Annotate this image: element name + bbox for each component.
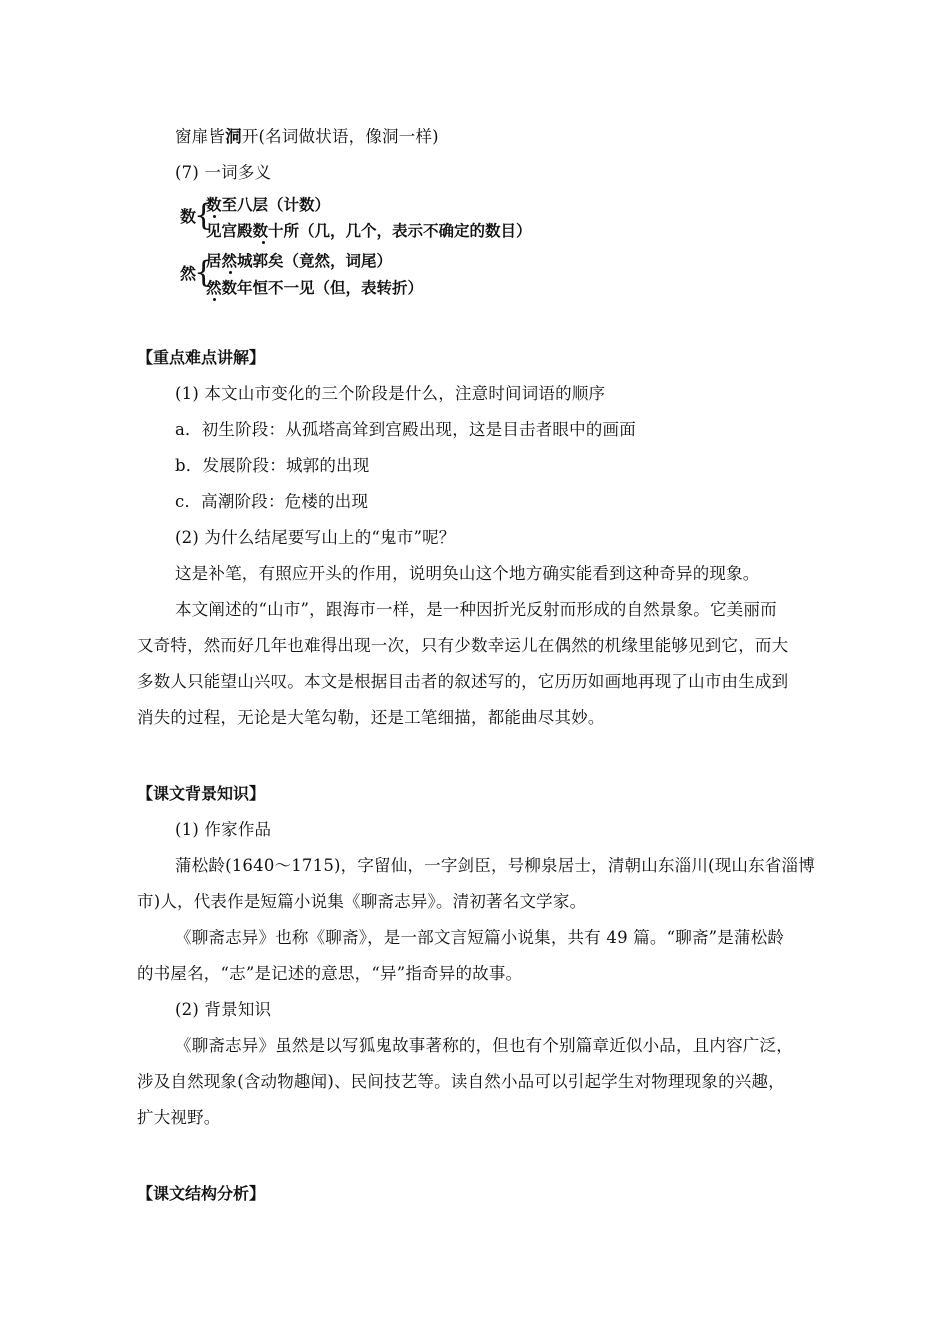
vocab-note-pre: 窗扉皆 xyxy=(175,127,226,146)
vocab-note-bold-word: 洞 xyxy=(225,127,242,146)
paragraph-line: 这是补笔，有照应开头的作用，说明奂山这个地方确实能看到这种奇异的现象。 xyxy=(175,564,760,583)
paragraph-line: a．初生阶段：从孤塔高耸到宫殿出现，这是目击者眼中的画面 xyxy=(175,420,636,439)
paragraph-line: (1) 作家作品 xyxy=(175,820,272,839)
brace-icon: { xyxy=(194,198,214,233)
paragraph-line: 本文阐述的“山市”，跟海市一样，是一种因折光反射而形成的自然景象。它美丽而 xyxy=(175,600,777,619)
paragraph-line: 扩大视野。 xyxy=(137,1108,221,1127)
vocab-note-post: 开(名词做状语，像洞一样) xyxy=(241,127,439,146)
polysemy-item: 然数年恒不一见（但，表转折） xyxy=(206,278,424,297)
polysemy-item: 居然城郭矣（竟然，词尾） xyxy=(206,251,393,270)
paragraph-line: 消失的过程，无论是大笔勾勒，还是工笔细描，都能曲尽其妙。 xyxy=(137,708,605,727)
emphasis-dot-icon xyxy=(229,271,232,274)
paragraph-line: (2) 为什么结尾要写山上的“鬼市”呢？ xyxy=(175,528,456,547)
paragraph-line: (2) 背景知识 xyxy=(175,1000,272,1019)
polysemy-item: 数至八层（计数） xyxy=(206,195,331,214)
polysemy-char-ran: 然 xyxy=(180,264,197,283)
section-heading: 【重点难点讲解】 xyxy=(137,348,266,367)
paragraph-line: 又奇特，然而好几年也难得出现一次，只有少数幸运儿在偶然的机缘里能够见到它，而大 xyxy=(137,636,789,655)
paragraph-line: 《聊斋志异》也称《聊斋》，是一部文言短篇小说集，共有 49 篇。“聊斋”是蒲松龄 xyxy=(175,928,785,947)
paragraph-line: c．高潮阶段：危楼的出现 xyxy=(175,492,369,511)
paragraph-line: 涉及自然现象(含动物趣闻)、民间技艺等。读自然小品可以引起学生对物理现象的兴趣， xyxy=(137,1072,785,1091)
emphasis-dot-icon xyxy=(213,298,216,301)
paragraph-line: 《聊斋志异》虽然是以写狐鬼故事著称的，但也有个别篇章近似小品，且内容广泛， xyxy=(175,1036,793,1055)
emphasis-dot-icon xyxy=(213,215,216,218)
polysemy-char-shu: 数 xyxy=(180,207,197,226)
section-heading: 【课文背景知识】 xyxy=(137,784,266,803)
polysemy-heading: (7) 一词多义 xyxy=(175,163,272,182)
paragraph-line: b．发展阶段：城郭的出现 xyxy=(175,456,370,475)
vocab-note-line xyxy=(175,127,439,147)
paragraph-line: (1) 本文山市变化的三个阶段是什么，注意时间词语的顺序 xyxy=(175,384,606,403)
paragraph-line: 蒲松龄(1640～1715)，字留仙，一字剑臣，号柳泉居士，清朝山东淄川(现山东省淄博 xyxy=(175,856,815,875)
paragraph-line: 多数人只能望山兴叹。本文是根据目击者的叙述写的，它历历如画地再现了山市由生成到 xyxy=(137,672,789,691)
emphasis-dot-icon xyxy=(262,241,265,244)
polysemy-item: 见宫殿数十所（几，几个，表示不确定的数目） xyxy=(206,221,532,240)
section-heading: 【课文结构分析】 xyxy=(137,1184,266,1203)
brace-icon: { xyxy=(194,255,214,290)
paragraph-line: 市)人，代表作是短篇小说集《聊斋志异》。清初著名文学家。 xyxy=(137,892,587,911)
paragraph-line: 的书屋名，“志”是记述的意思，“异”指奇异的故事。 xyxy=(137,964,523,983)
